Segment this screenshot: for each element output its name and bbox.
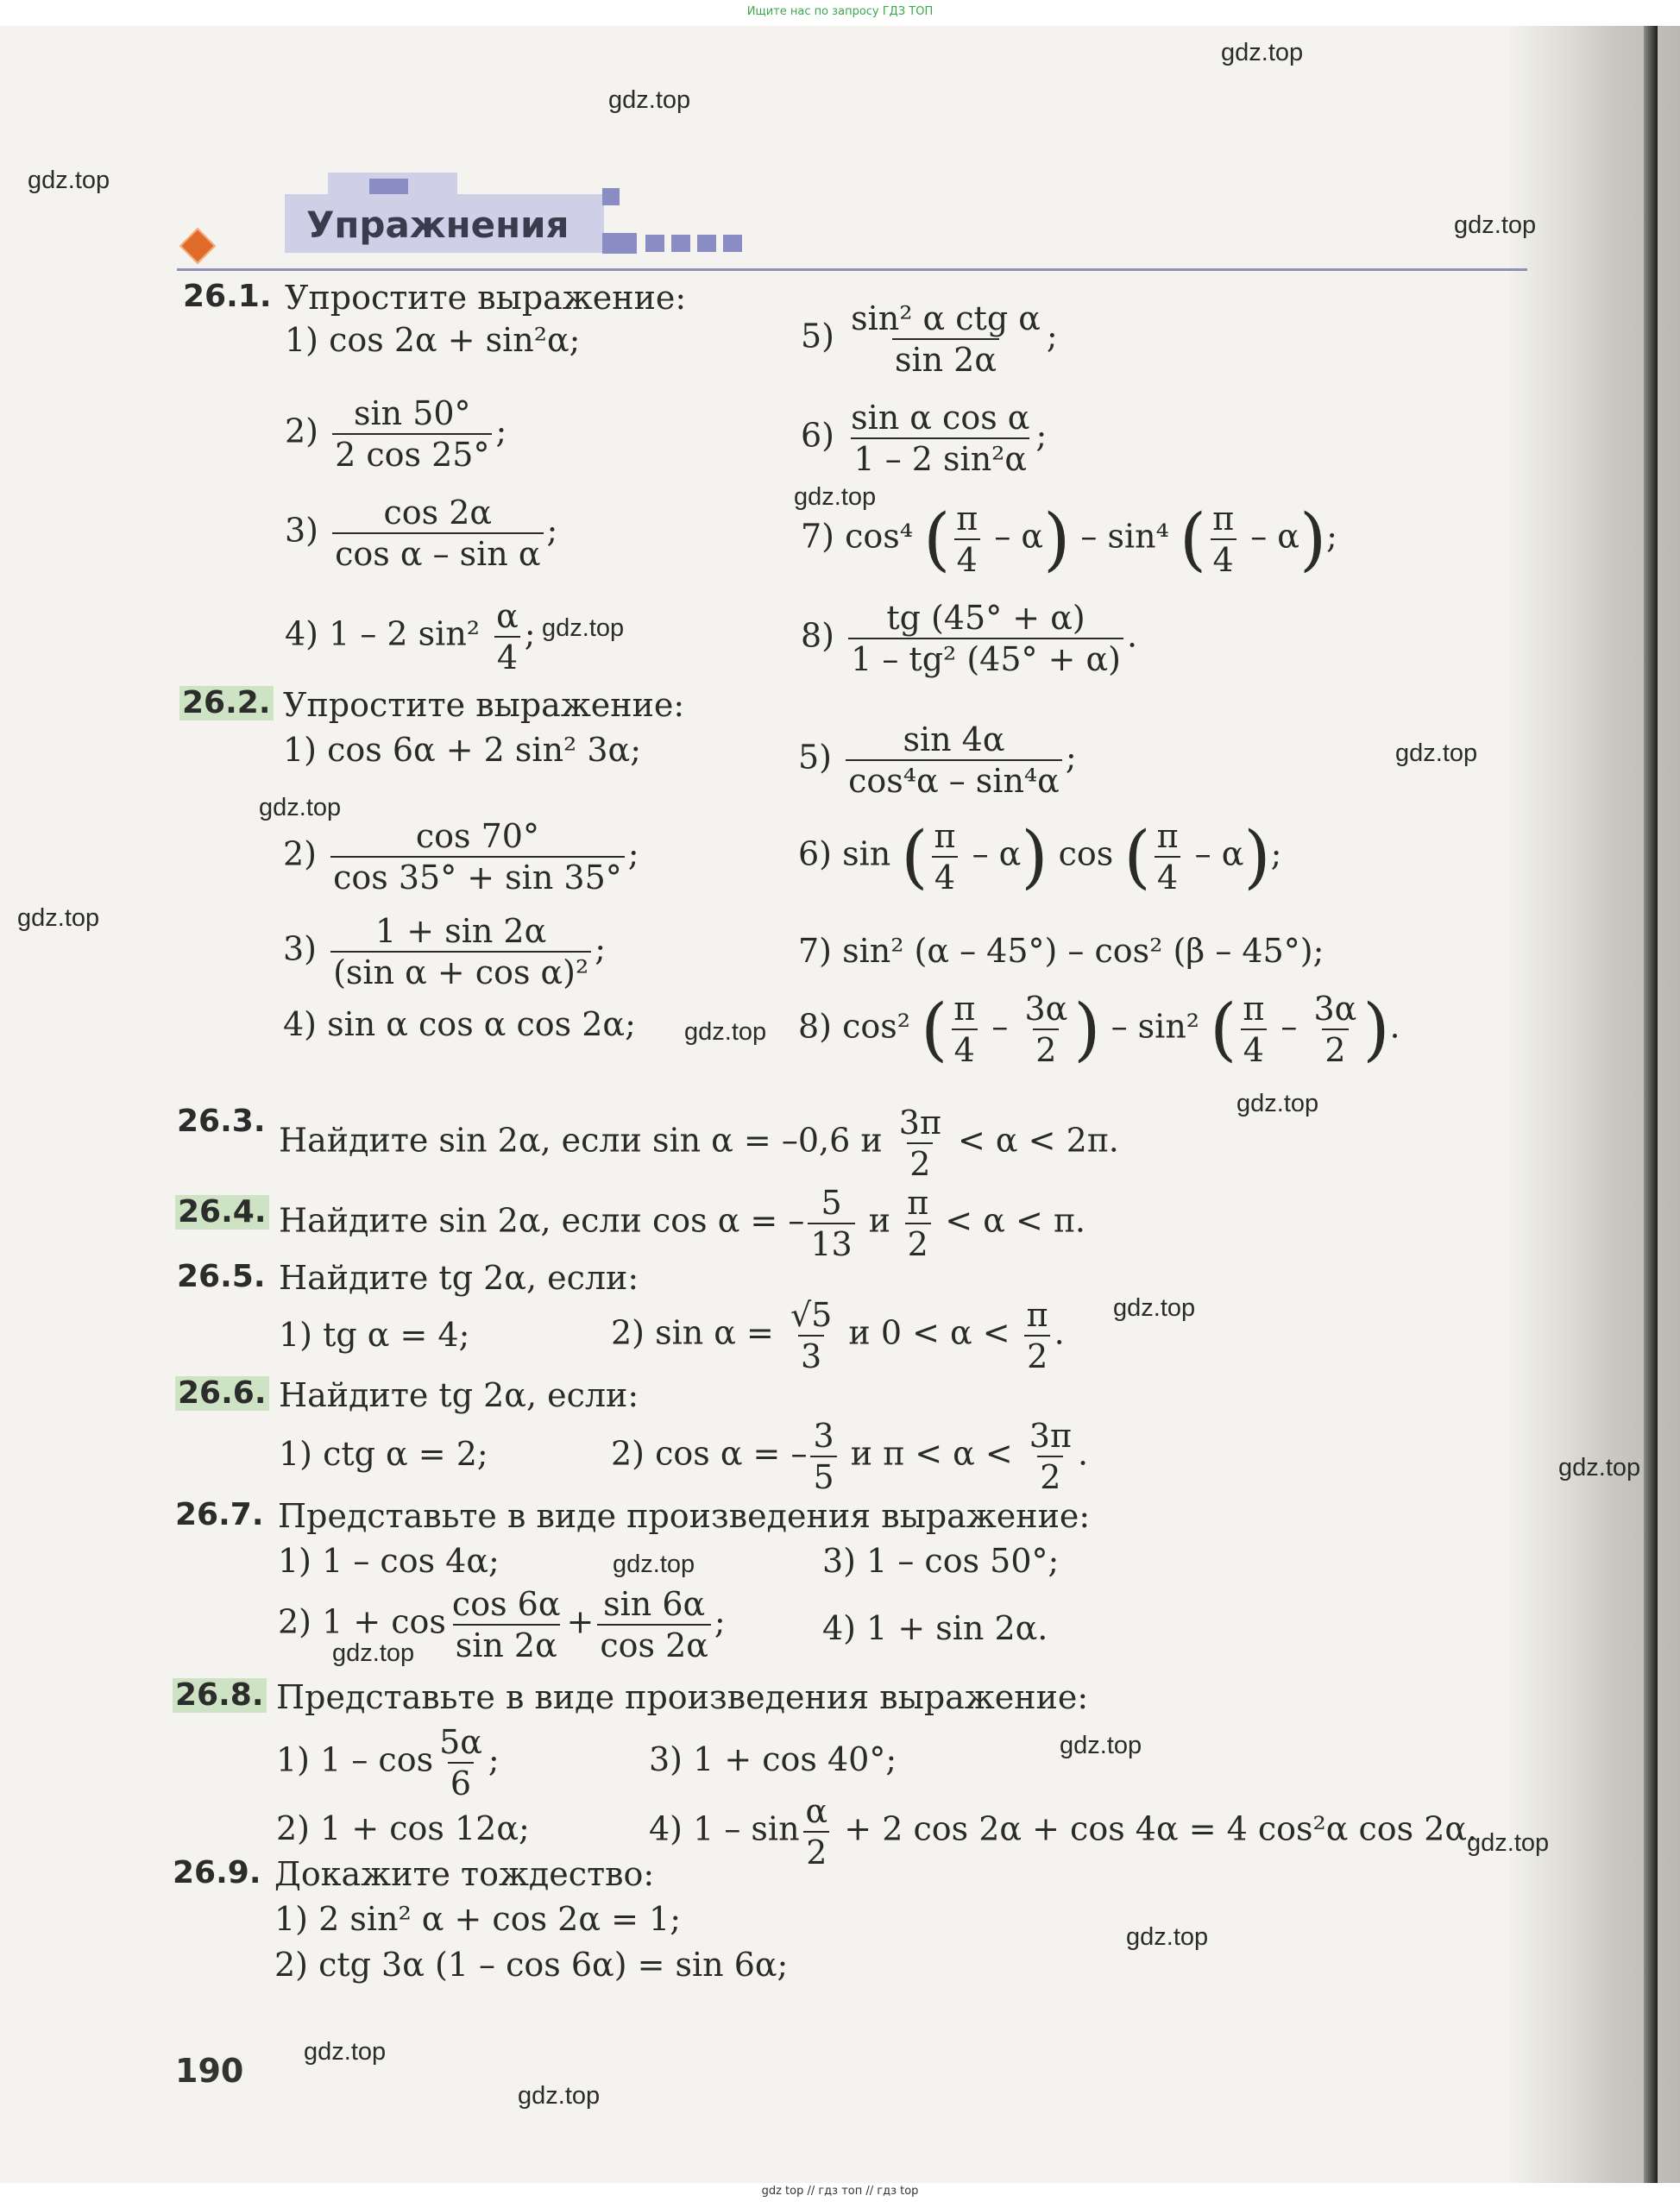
watermark: gdz.top (613, 1551, 695, 1578)
exercise-item: 4) 1 – 2 sin² $\frac{\alpha}{4}$ ; (285, 597, 536, 676)
watermark: gdz.top (1236, 1090, 1319, 1117)
section-title: Упражнения (306, 204, 569, 246)
exercise-item: 2) sin α = $\frac{√5}{3}$ и 0 < α < $\frac{\pi}{2}$ . (611, 1296, 1065, 1375)
header-square (645, 235, 664, 252)
exercise-item: 6) $\frac{\text{sin α cos α}}{\text{1 – 2 sin²α}}$ ; (801, 399, 1048, 478)
exercise-item: 8) $\frac{tg (45^\circ + \alpha)}{\text{1 – tg² (45° + α)}}$ . (801, 599, 1138, 678)
exercise-item: 1) ctg α = 2; (279, 1435, 488, 1473)
exercise-number: 26.5. (177, 1259, 266, 1294)
watermark: gdz.top (684, 1018, 767, 1046)
watermark: gdz.top (1454, 211, 1537, 239)
header-square (602, 233, 637, 254)
watermark: gdz.top (304, 2038, 387, 2066)
watermark: gdz.top (1221, 39, 1304, 66)
watermark: gdz.top (259, 794, 342, 821)
exercise-number: 26.9. (173, 1855, 261, 1890)
exercise-item: 3) 1 – cos 50°; (822, 1542, 1060, 1580)
exercise-prompt: Упростите выражение: (285, 279, 687, 317)
exercise-item: 1) 2 sin² α + cos 2α = 1; (274, 1900, 681, 1938)
watermark: gdz.top (1126, 1923, 1209, 1951)
exercise-item: 4) 1 + sin 2α. (822, 1609, 1048, 1647)
header-square (602, 188, 620, 205)
watermark: gdz.top (608, 86, 691, 114)
book-spine-edge (1644, 26, 1658, 2183)
exercise-number: 26.7. (175, 1497, 264, 1532)
watermark: gdz.top (1060, 1732, 1142, 1759)
exercise-item: 2) $\frac{\sin 50^\circ}{2 \cos 25^\circ}$ ; (285, 394, 507, 474)
exercise-item: 8) cos² ( $\frac{\pi}{4}$ – $\frac{3\alpha}{2}$ ) – sin² ( $\frac{\pi}{4}$ – $\frac{3\alpha}{2}$ ). (798, 989, 1400, 1069)
exercise-item: 4) 1 – sin $\frac{\alpha}{2}$ + 2 cos 2α + cos 4α = 4 cos²α cos 2α. (649, 1792, 1478, 1871)
exercise-item: 2) 1 + cos 12α; (276, 1809, 530, 1847)
header-rule (177, 268, 1527, 271)
exercise-number: 26.3. (177, 1104, 266, 1139)
exercise-item: 1) 1 – cos 4α; (278, 1542, 500, 1580)
watermark: gdz.top (1113, 1294, 1196, 1322)
header-square (723, 235, 742, 252)
exercise-number: 26.2. (179, 686, 274, 720)
header-square (697, 235, 716, 252)
page-number: 190 (175, 2052, 244, 2090)
header-square (671, 235, 690, 252)
header-square (369, 179, 408, 194)
exercise-item: 3) 1 + cos 40°; (649, 1740, 897, 1778)
exercise-prompt: Упростите выражение: (283, 686, 685, 724)
exercise-prompt: Найдите tg 2α, если: (279, 1259, 639, 1297)
exercise-prompt: Найдите sin 2α, если cos α = – $\frac{5}{13}$ и $\frac{\pi}{2}$ < α < π. (279, 1184, 1085, 1263)
watermark: gdz.top (332, 1639, 415, 1667)
exercise-item: 7) sin² (α – 45°) – cos² (β – 45°); (798, 932, 1324, 970)
exercise-prompt: Докажите тождество: (274, 1855, 655, 1893)
exercise-item: 1) 1 – cos $\frac{5\alpha}{6}$ ; (276, 1723, 500, 1802)
exercise-prompt: Найдите sin 2α, если sin α = –0,6 и $\frac{3\pi}{2}$ < α < 2π. (279, 1104, 1119, 1183)
exercise-item: 3) $\frac{\cos 2\alpha}{\text{cos α – sin α}}$ ; (285, 494, 558, 573)
exercise-item: 7) cos⁴ ( $\frac{\pi}{4}$ – α) – sin⁴ ( $\frac{\pi}{4}$ – α); (801, 499, 1337, 579)
watermark: gdz.top (542, 614, 625, 642)
watermark: gdz.top (28, 167, 110, 194)
watermark: gdz.top (1467, 1829, 1550, 1857)
exercise-number: 26.6. (175, 1376, 269, 1411)
exercise-item: 1) tg α = 4; (279, 1316, 470, 1354)
exercise-item: 5) sin² α ctg α sin 2α ; (801, 299, 1058, 379)
exercise-item: 1) cos 2α + sin²α; (285, 321, 581, 359)
exercise-item: 6) sin ( $\frac{\pi}{4}$ – α) cos ( $\frac{\pi}{4}$ – α); (798, 816, 1282, 896)
exercise-number: 26.8. (173, 1678, 267, 1713)
exercise-item: 5) $\frac{\sin 4\alpha}{\text{cos⁴α – sin⁴α}}$ ; (798, 720, 1077, 800)
exercise-item: 4) sin α cos α cos 2α; (283, 1005, 636, 1043)
exercise-prompt: Представьте в виде произведения выражение: (276, 1678, 1089, 1716)
top-note: Ищите нас по запросу ГДЗ ТОП (746, 5, 934, 18)
exercise-number: 26.1. (183, 279, 272, 314)
exercise-prompt: Найдите tg 2α, если: (279, 1376, 639, 1414)
exercise-item: 2) cos α = – $\frac{3}{5}$ и π < α < $\frac{3\pi}{2}$ . (611, 1417, 1089, 1496)
exercise-item: 3) $\frac{1 + \sin 2\alpha}{\text{(sin α + cos α)²}}$ ; (283, 912, 607, 991)
watermark: gdz.top (17, 904, 100, 932)
exercise-prompt-text: Найдите sin 2α, если sin α = –0,6 и (279, 1121, 883, 1160)
exercise-item: 1) cos 6α + 2 sin² 3α; (283, 731, 641, 769)
exercise-item: 2) ctg 3α (1 – cos 6α) = sin 6α; (274, 1946, 789, 1984)
exercise-prompt: Представьте в виде произведения выражение: (278, 1497, 1091, 1535)
exercise-item: 2) $\frac{\cos 70^\circ}{\cos 35^\circ + \sin 35^\circ}$ ; (283, 817, 639, 896)
exercise-item: 2) 1 + cos $\frac{\cos 6\alpha}{\sin 2\alpha}$ + $\frac{\sin 6\alpha}{\cos 2\alpha}$ ; (278, 1585, 726, 1664)
watermark: gdz.top (1558, 1454, 1641, 1481)
watermark: gdz.top (1395, 739, 1478, 767)
bottom-note: gdz top // гдз топ // гдз top (761, 2185, 919, 2198)
watermark: gdz.top (518, 2082, 601, 2110)
exercise-number: 26.4. (175, 1195, 269, 1230)
exercise-prompt-text: Найдите sin 2α, если cos α = – (279, 1201, 805, 1240)
watermark: gdz.top (794, 483, 877, 511)
